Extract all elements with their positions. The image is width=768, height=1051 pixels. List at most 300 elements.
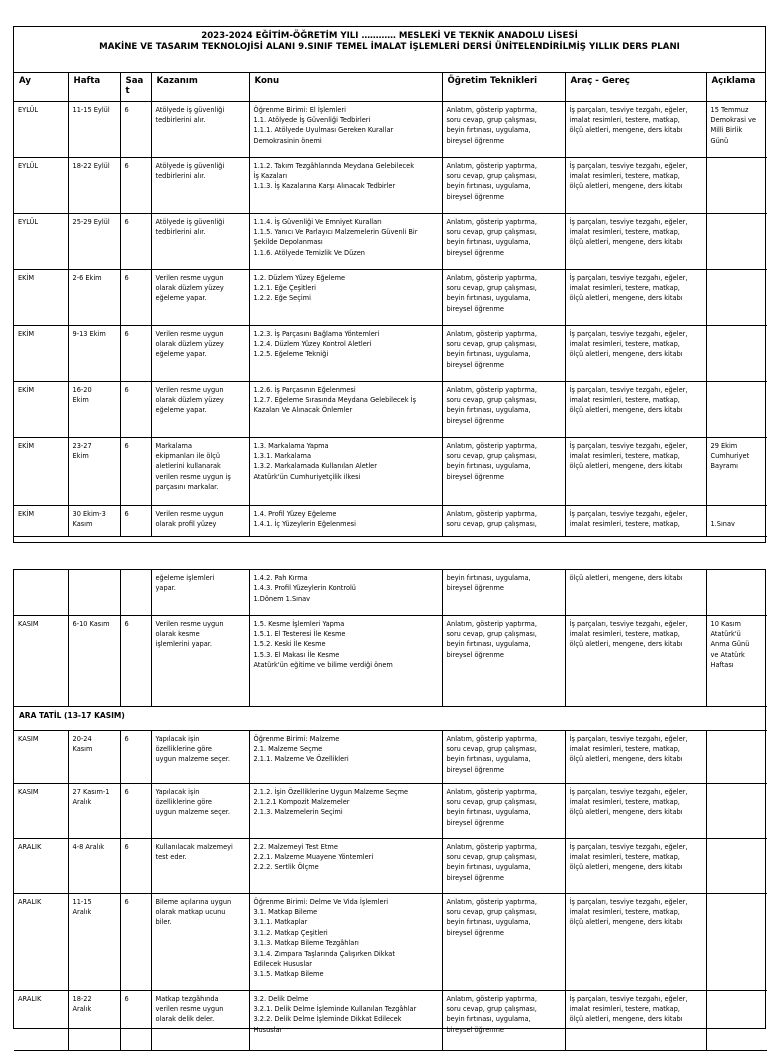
cell-line: Verilen resme uygun bbox=[155, 509, 224, 518]
cell-ogretim bbox=[442, 269, 565, 325]
cell-line: olarak düzlem yüzey bbox=[155, 283, 224, 292]
cell-line: 1.3.2. Markalamada Kullanılan Aletler bbox=[253, 462, 377, 471]
cell-konu bbox=[249, 269, 442, 325]
cell-line: Anlatım, gösterip yaptırma, bbox=[446, 161, 537, 170]
cell-line: İş parçaları, tesviye tezgahı, eğeler, bbox=[569, 734, 688, 743]
table-row bbox=[14, 838, 767, 893]
cell-kazanim bbox=[151, 325, 249, 381]
header-aciklama: Açıklama bbox=[706, 73, 767, 101]
cell-hafta: 18-22 Eylül bbox=[68, 157, 120, 213]
cell-line: imalat resimleri, testere, matkap, bbox=[569, 171, 680, 180]
cell-saat: 6 bbox=[120, 505, 151, 536]
cell-line: İş parçaları, tesviye tezgahı, eğeler, bbox=[569, 329, 688, 338]
cell-line: Bayramı bbox=[710, 462, 738, 471]
cell-line: 1.2.6. İş Parçasının Eğelenmesi bbox=[253, 385, 356, 394]
table-row bbox=[14, 615, 767, 706]
cell-line: 29 Ekim bbox=[710, 441, 738, 450]
table-row bbox=[14, 570, 767, 615]
cell-line: tedbirlerini alır. bbox=[155, 171, 206, 180]
table-row bbox=[14, 325, 767, 381]
cell-hafta bbox=[68, 783, 120, 838]
cell-line: Anlatım, gösterip yaptırma, bbox=[446, 994, 537, 1003]
cell-saat: 6 bbox=[120, 893, 151, 990]
cell-line: ve Atatürk bbox=[710, 650, 745, 659]
cell-line: ölçü aletleri, mengene, ders kitabı bbox=[569, 350, 683, 359]
cell-kazanim bbox=[151, 381, 249, 437]
cell-line: soru cevap, grup çalışması, bbox=[446, 1004, 537, 1013]
cell-ogretim bbox=[442, 615, 565, 706]
header-kazanim: Kazanım bbox=[151, 73, 249, 101]
cell-arac bbox=[565, 325, 706, 381]
cell-ogretim bbox=[442, 101, 565, 157]
cell-line: 3.2. Delik Delme bbox=[253, 994, 309, 1003]
ara-tatil-label: ARA TATİL (13-17 KASIM) bbox=[14, 706, 767, 730]
cell-aciklama bbox=[706, 437, 767, 505]
cell-line: soru cevap, grup çalışması, bbox=[446, 797, 537, 806]
cell-line: 1.Dönem 1.Sınav bbox=[253, 594, 311, 603]
cell-line: Yapılacak işin bbox=[155, 734, 200, 743]
cell-line: 10 Kasım bbox=[710, 619, 741, 628]
cell-line: İş parçaları, tesviye tezgahı, eğeler, bbox=[569, 509, 688, 518]
ara-tatil-row bbox=[14, 706, 767, 730]
cell-line: Anlatım, gösterip yaptırma, bbox=[446, 441, 537, 450]
cell-line: soru cevap, grup çalışması, bbox=[446, 907, 537, 916]
cell-line: İş parçaları, tesviye tezgahı, eğeler, bbox=[569, 994, 688, 1003]
cell-kazanim bbox=[151, 893, 249, 990]
cell-aciklama bbox=[706, 615, 767, 706]
cell-aciklama bbox=[706, 838, 767, 893]
cell-saat: 6 bbox=[120, 838, 151, 893]
cell-hafta: 25-29 Eylül bbox=[68, 213, 120, 269]
cell-line: olarak profil yüzey bbox=[155, 519, 217, 528]
cell-line: 2.1. Malzeme Seçme bbox=[253, 744, 323, 753]
cell-kazanim bbox=[151, 269, 249, 325]
cell-line: tedbirlerini alır. bbox=[155, 115, 206, 124]
cell-ogretim bbox=[442, 437, 565, 505]
cell-line: eğeleme yapar. bbox=[155, 294, 207, 303]
cell-kazanim bbox=[151, 505, 249, 536]
cell-line: Anma Günü bbox=[710, 640, 750, 649]
cell-line: 2.2.1. Malzeme Muayene Yöntemleri bbox=[253, 852, 374, 861]
cell-line: Atatürk'ü bbox=[710, 629, 741, 638]
cell-line: Anlatım, gösterip yaptırma, bbox=[446, 509, 537, 518]
cell-line: Aralık bbox=[72, 907, 92, 916]
cell-line: ölçü aletleri, mengene, ders kitabı bbox=[569, 462, 683, 471]
cell-line: Aralık bbox=[72, 797, 92, 806]
cell-line: Ekim bbox=[72, 395, 89, 404]
cell-hafta bbox=[68, 893, 120, 990]
cell-arac bbox=[565, 213, 706, 269]
cell-aciklama bbox=[706, 101, 767, 157]
cell-line: soru cevap, grup çalışması, bbox=[446, 227, 537, 236]
cell-arac bbox=[565, 615, 706, 706]
cell-line: 1.4.2. Pah Kırma bbox=[253, 574, 308, 582]
cell-line: soru cevap, grup çalışması, bbox=[446, 171, 537, 180]
cell-line: İş parçaları, tesviye tezgahı, eğeler, bbox=[569, 161, 688, 170]
document-title bbox=[14, 27, 765, 73]
cell-line: uygun malzeme seçer. bbox=[155, 808, 230, 817]
table-row bbox=[14, 157, 767, 213]
cell-ay: KASIM bbox=[14, 783, 68, 838]
cell-line: ölçü aletleri, mengene, ders kitabı bbox=[569, 918, 683, 927]
cell-line: Bileme açılarına uygun bbox=[155, 897, 232, 906]
cell-line: 1.1.6. Atölyede Temizlik Ve Düzen bbox=[253, 248, 365, 257]
cell-line: 18-22 bbox=[72, 994, 92, 1003]
cell-line: İş parçaları, tesviye tezgahı, eğeler, bbox=[569, 385, 688, 394]
cell-kazanim bbox=[151, 157, 249, 213]
cell-line: bireysel öğrenme bbox=[446, 584, 504, 593]
cell-line: Atölyede iş güvenliği bbox=[155, 105, 225, 114]
cell-line: Verilen resme uygun bbox=[155, 619, 224, 628]
table-row bbox=[14, 990, 767, 1050]
table-row bbox=[14, 269, 767, 325]
cell-ay: KASIM bbox=[14, 615, 68, 706]
cell-aciklama bbox=[706, 325, 767, 381]
cell-line: beyin fırtınası, uygulama, bbox=[446, 640, 531, 649]
cell-line: soru cevap, grup çalışması, bbox=[446, 451, 537, 460]
cell-line: Haftası bbox=[710, 661, 734, 670]
cell-line: 3.2.2. Delik Delme İşleminde Dikkat Edilecek bbox=[253, 1015, 402, 1024]
cell-ogretim bbox=[442, 381, 565, 437]
cell-ay: EKİM bbox=[14, 269, 68, 325]
header-hafta: Hafta bbox=[68, 73, 120, 101]
cell-line: 11-15 bbox=[72, 897, 92, 906]
cell-line: bireysel öğrenme bbox=[446, 873, 504, 882]
cell-line: ölçü aletleri, mengene, ders kitabı bbox=[569, 574, 683, 582]
cell-line: Öğrenme Birimi: Delme Ve Vida İşlemleri bbox=[253, 897, 389, 906]
cell-konu bbox=[249, 893, 442, 990]
cell-line: Kasım bbox=[72, 519, 93, 528]
cell-ay: EYLÜL bbox=[14, 157, 68, 213]
cell-saat: 6 bbox=[120, 101, 151, 157]
cell-konu bbox=[249, 730, 442, 783]
cell-ogretim bbox=[442, 990, 565, 1050]
cell-line: ölçü aletleri, mengene, ders kitabı bbox=[569, 126, 683, 135]
cell-kazanim bbox=[151, 990, 249, 1050]
cell-arac bbox=[565, 570, 706, 615]
cell-line: Atölyede iş güvenliği bbox=[155, 217, 225, 226]
cell-line: 3.1.1. Matkaplar bbox=[253, 918, 308, 927]
cell-line: soru cevap, grup çalışması, bbox=[446, 283, 537, 292]
cell-line: soru cevap, grup çalışması, bbox=[446, 852, 537, 861]
cell-saat: 6 bbox=[120, 157, 151, 213]
cell-hafta: 2-6 Ekim bbox=[68, 269, 120, 325]
cell-saat bbox=[120, 570, 151, 615]
cell-line: bireysel öğrenme bbox=[446, 416, 504, 425]
cell-line: beyin fırtınası, uygulama, bbox=[446, 574, 531, 582]
cell-line: bireysel öğrenme bbox=[446, 928, 504, 937]
cell-line: 1.5.2. Keski İle Kesme bbox=[253, 640, 326, 649]
cell-line: 1.1.4. İş Güvenliği Ve Emniyet Kuralları bbox=[253, 217, 382, 226]
cell-kazanim bbox=[151, 437, 249, 505]
cell-line: özelliklerine göre bbox=[155, 744, 212, 753]
cell-line: beyin fırtınası, uygulama, bbox=[446, 462, 531, 471]
cell-line: İş parçaları, tesviye tezgahı, eğeler, bbox=[569, 105, 688, 114]
cell-hafta: 11-15 Eylül bbox=[68, 101, 120, 157]
cell-line: imalat resimleri, testere, matkap, bbox=[569, 1004, 680, 1013]
cell-line: 2.1.1. Malzeme Ve Özellikleri bbox=[253, 755, 349, 764]
cell-kazanim bbox=[151, 570, 249, 615]
cell-line: ölçü aletleri, mengene, ders kitabı bbox=[569, 755, 683, 764]
cell-line: 1.4.3. Profil Yüzeylerin Kontrolü bbox=[253, 584, 356, 593]
table-header-row bbox=[14, 73, 767, 101]
cell-line: özelliklerine göre bbox=[155, 797, 212, 806]
cell-line: imalat resimleri, testere, matkap, bbox=[569, 907, 680, 916]
cell-line: soru cevap, grup çalışması, bbox=[446, 395, 537, 404]
cell-line: İş parçaları, tesviye tezgahı, eğeler, bbox=[569, 217, 688, 226]
header-saat: Saa t bbox=[120, 73, 151, 101]
table-row bbox=[14, 893, 767, 990]
cell-line: soru cevap, grup çalışması, bbox=[446, 744, 537, 753]
cell-line: beyin fırtınası, uygulama, bbox=[446, 238, 531, 247]
cell-ay: ARALIK bbox=[14, 838, 68, 893]
cell-line: 1.Sınav bbox=[710, 519, 735, 528]
cell-line: 1.4.1. İç Yüzeylerin Eğelenmesi bbox=[253, 519, 356, 528]
cell-aciklama bbox=[706, 730, 767, 783]
cell-line: ölçü aletleri, mengene, ders kitabı bbox=[569, 808, 683, 817]
plan-rows-page-2b bbox=[14, 730, 767, 1050]
cell-kazanim bbox=[151, 615, 249, 706]
cell-line: beyin fırtınası, uygulama, bbox=[446, 863, 531, 872]
cell-line: olarak delik deler. bbox=[155, 1015, 215, 1024]
cell-konu bbox=[249, 505, 442, 536]
cell-line: ölçü aletleri, mengene, ders kitabı bbox=[569, 182, 683, 191]
cell-line: Anlatım, gösterip yaptırma, bbox=[446, 734, 537, 743]
cell-line: verilen resme uygun iş bbox=[155, 472, 231, 481]
cell-line: İş Kazaları bbox=[253, 171, 288, 180]
cell-line: 1.2.1. Eğe Çeşitleri bbox=[253, 283, 316, 292]
cell-line: Demokrasi ve bbox=[710, 115, 756, 124]
table-row bbox=[14, 381, 767, 437]
cell-line: Demokrasinin önemi bbox=[253, 136, 322, 145]
cell-line: 3.2.1. Delik Delme İşleminde Kullanılan Tezgâhlar bbox=[253, 1004, 417, 1013]
header-ogretim: Öğretim Teknikleri bbox=[442, 73, 565, 101]
cell-aciklama bbox=[706, 990, 767, 1050]
cell-saat: 6 bbox=[120, 381, 151, 437]
cell-line: olarak düzlem yüzey bbox=[155, 339, 224, 348]
cell-line: 1.1. Atölyede İş Güvenliği Tedbirleri bbox=[253, 115, 371, 124]
cell-saat: 6 bbox=[120, 730, 151, 783]
cell-konu bbox=[249, 157, 442, 213]
cell-line: 2.2. Malzemeyi Test Etme bbox=[253, 842, 338, 851]
cell-line: yapar. bbox=[155, 584, 176, 593]
cell-line: olarak düzlem yüzey bbox=[155, 395, 224, 404]
cell-line bbox=[711, 509, 764, 519]
cell-ogretim bbox=[442, 893, 565, 990]
cell-line: Yapılacak işin bbox=[155, 787, 200, 796]
cell-line: soru cevap, grup çalışması, bbox=[446, 115, 537, 124]
cell-line: beyin fırtınası, uygulama, bbox=[446, 808, 531, 817]
cell-line: Verilen resme uygun bbox=[155, 329, 224, 338]
cell-line: 23-27 bbox=[72, 441, 92, 450]
cell-line: bireysel öğrenme bbox=[446, 818, 504, 827]
cell-hafta bbox=[68, 730, 120, 783]
cell-konu bbox=[249, 570, 442, 615]
cell-line: Ekim bbox=[72, 451, 89, 460]
cell-ogretim bbox=[442, 505, 565, 536]
cell-line: 1.2.3. İş Parçasını Bağlama Yöntemleri bbox=[253, 329, 380, 338]
cell-ogretim bbox=[442, 213, 565, 269]
cell-line: beyin fırtınası, uygulama, bbox=[446, 182, 531, 191]
cell-line: İş parçaları, tesviye tezgahı, eğeler, bbox=[569, 842, 688, 851]
plan-table-page-2 bbox=[14, 570, 767, 1051]
cell-line: 1.5.3. El Makası İle Kesme bbox=[253, 650, 340, 659]
cell-line: Atölyede iş güvenliği bbox=[155, 161, 225, 170]
cell-line: 15 Temmuz bbox=[710, 105, 749, 114]
plan-rows-page-2a bbox=[14, 570, 767, 706]
cell-line: 2.1.3. Malzemelerin Seçimi bbox=[253, 808, 343, 817]
cell-line: 3.1.4. Zımpara Taşlarında Çalışırken Dikkat bbox=[253, 949, 395, 958]
cell-line: 20-24 bbox=[72, 734, 92, 743]
cell-line: bireysel öğrenme bbox=[446, 765, 504, 774]
cell-line: parçasını markalar. bbox=[155, 483, 219, 492]
cell-line: İş parçaları, tesviye tezgahı, eğeler, bbox=[569, 441, 688, 450]
table-row bbox=[14, 730, 767, 783]
cell-ay: EKİM bbox=[14, 437, 68, 505]
cell-line: Markalama bbox=[155, 441, 193, 450]
cell-line: Edilecek Hususlar bbox=[253, 959, 312, 968]
cell-line: ölçü aletleri, mengene, ders kitabı bbox=[569, 1015, 683, 1024]
cell-line: ölçü aletleri, mengene, ders kitabı bbox=[569, 640, 683, 649]
cell-ay: EYLÜL bbox=[14, 101, 68, 157]
cell-konu bbox=[249, 213, 442, 269]
cell-line: 1.1.2. Takım Tezgâhlarında Meydana Gelebilecek bbox=[253, 161, 415, 170]
cell-line: 1.2.2. Eğe Seçimi bbox=[253, 294, 311, 303]
cell-line: soru cevap, grup çalışması, bbox=[446, 629, 537, 638]
cell-ay: ARALIK bbox=[14, 990, 68, 1050]
cell-line: Aralık bbox=[72, 1004, 92, 1013]
cell-ogretim bbox=[442, 157, 565, 213]
title-line-1: 2023-2024 EĞİTİM-ÖĞRETİM YILI ………… MESLEKİ VE TEKNİK ANADOLU LİSESİ bbox=[201, 31, 578, 41]
cell-line: Anlatım, gösterip yaptırma, bbox=[446, 385, 537, 394]
cell-aciklama bbox=[706, 381, 767, 437]
title-line-2: MAKİNE VE TASARIM TEKNOLOJİSİ ALANI 9.SINIF TEMEL İMALAT İŞLEMLERİ DERSİ ÜNİTELENDİRİLMİŞ YILLIK DERS PLANI bbox=[99, 42, 680, 52]
cell-aciklama bbox=[706, 213, 767, 269]
cell-kazanim bbox=[151, 101, 249, 157]
cell-line: işlemlerini yapar. bbox=[155, 640, 212, 649]
cell-line: Anlatım, gösterip yaptırma, bbox=[446, 897, 537, 906]
cell-line: eğeleme işlemleri bbox=[155, 574, 215, 582]
cell-aciklama bbox=[706, 783, 767, 838]
cell-line: Kazaları Ve Alınacak Önlemler bbox=[253, 406, 353, 415]
table-row bbox=[14, 101, 767, 157]
cell-line: beyin fırtınası, uygulama, bbox=[446, 755, 531, 764]
cell-line: 1.3.1. Markalama bbox=[253, 451, 311, 460]
cell-line: 1.3. Markalama Yapma bbox=[253, 441, 329, 450]
cell-line: 3.1.3. Matkap Bileme Tezgâhları bbox=[253, 939, 359, 948]
plan-table-page-1 bbox=[14, 73, 767, 537]
cell-saat: 6 bbox=[120, 325, 151, 381]
cell-konu bbox=[249, 101, 442, 157]
cell-arac bbox=[565, 990, 706, 1050]
cell-line: test eder. bbox=[155, 852, 187, 861]
table-row bbox=[14, 437, 767, 505]
cell-line: 1.5.1. El Testeresi İle Kesme bbox=[253, 629, 346, 638]
cell-line: soru cevap, grup çalışması, bbox=[446, 339, 537, 348]
cell-ay: KASIM bbox=[14, 730, 68, 783]
cell-line: 2.1.2. İşin Özelliklerine Uygun Malzeme Seçme bbox=[253, 787, 409, 796]
cell-arac bbox=[565, 893, 706, 990]
cell-line: 3.1.5. Matkap Bileme bbox=[253, 970, 324, 979]
header-arac: Araç - Gereç bbox=[565, 73, 706, 101]
cell-hafta: 6-10 Kasım bbox=[68, 615, 120, 706]
cell-line: aletlerini kullanarak bbox=[155, 462, 221, 471]
cell-line: ölçü aletleri, mengene, ders kitabı bbox=[569, 294, 683, 303]
cell-aciklama bbox=[706, 893, 767, 990]
cell-line: 1.5. Kesme İşlemleri Yapma bbox=[253, 619, 345, 628]
cell-arac bbox=[565, 730, 706, 783]
cell-hafta bbox=[68, 381, 120, 437]
cell-line: Verilen resme uygun bbox=[155, 273, 224, 282]
cell-kazanim bbox=[151, 213, 249, 269]
cell-arac bbox=[565, 157, 706, 213]
cell-line: 1.2.4. Düzlem Yüzey Kontrol Aletleri bbox=[253, 339, 372, 348]
cell-line: Anlatım, gösterip yaptırma, bbox=[446, 842, 537, 851]
cell-line: Milli Birlik bbox=[710, 126, 743, 135]
cell-line: Anlatım, gösterip yaptırma, bbox=[446, 217, 537, 226]
cell-line: beyin fırtınası, uygulama, bbox=[446, 350, 531, 359]
cell-line: Günü bbox=[710, 136, 729, 145]
cell-saat: 6 bbox=[120, 783, 151, 838]
cell-aciklama bbox=[706, 505, 767, 536]
cell-line: 1.4. Profil Yüzey Eğeleme bbox=[253, 509, 337, 518]
cell-line: Atatürk'ün Cumhuriyetçilik ilkesi bbox=[253, 472, 361, 481]
cell-line: imalat resimleri, testere, matkap, bbox=[569, 519, 680, 528]
cell-line: Anlatım, gösterip yaptırma, bbox=[446, 619, 537, 628]
table-row bbox=[14, 213, 767, 269]
cell-line: beyin fırtınası, uygulama, bbox=[446, 126, 531, 135]
cell-line: 1.1.1. Atölyede Uyulması Gereken Kurallar bbox=[253, 126, 394, 135]
cell-hafta bbox=[68, 570, 120, 615]
cell-line: Öğrenme Birimi: El İşlemleri bbox=[253, 105, 346, 114]
cell-line: imalat resimleri, testere, matkap, bbox=[569, 115, 680, 124]
cell-saat: 6 bbox=[120, 269, 151, 325]
cell-aciklama bbox=[706, 157, 767, 213]
cell-ay: EKİM bbox=[14, 505, 68, 536]
cell-line: İş parçaları, tesviye tezgahı, eğeler, bbox=[569, 619, 688, 628]
cell-arac bbox=[565, 101, 706, 157]
cell-ay bbox=[14, 570, 68, 615]
table-row bbox=[14, 505, 767, 536]
cell-line: 1.2.7. Eğeleme Sırasında Meydana Gelebilecek İş bbox=[253, 395, 417, 404]
cell-line: ölçü aletleri, mengene, ders kitabı bbox=[569, 406, 683, 415]
cell-line: verilen resme uygun bbox=[155, 1004, 224, 1013]
cell-ay: ARALIK bbox=[14, 893, 68, 990]
cell-line: Şekilde Depolanması bbox=[253, 238, 323, 247]
header-ay: Ay bbox=[14, 73, 68, 101]
cell-line: soru cevap, grup çalışması, bbox=[446, 519, 537, 528]
cell-saat: 6 bbox=[120, 990, 151, 1050]
cell-line: bireysel öğrenme bbox=[446, 192, 504, 201]
cell-ogretim bbox=[442, 783, 565, 838]
cell-line: biler. bbox=[155, 918, 172, 927]
cell-line: imalat resimleri, testere, matkap, bbox=[569, 744, 680, 753]
cell-konu bbox=[249, 381, 442, 437]
cell-line: bireysel öğrenme bbox=[446, 304, 504, 313]
cell-aciklama bbox=[706, 570, 767, 615]
cell-konu bbox=[249, 615, 442, 706]
cell-line: Matkap tezgâhında bbox=[155, 994, 219, 1003]
cell-line: beyin fırtınası, uygulama, bbox=[446, 918, 531, 927]
cell-saat: 6 bbox=[120, 615, 151, 706]
cell-line: bireysel öğrenme bbox=[446, 1025, 504, 1034]
cell-line: 2.2.2. Sertlik Ölçme bbox=[253, 863, 319, 872]
table-row bbox=[14, 783, 767, 838]
cell-line: 30 Ekim-3 bbox=[72, 509, 106, 518]
cell-line: Öğrenme Birimi: Malzeme bbox=[253, 734, 340, 743]
cell-line: İş parçaları, tesviye tezgahı, eğeler, bbox=[569, 273, 688, 282]
cell-line: bireysel öğrenme bbox=[446, 360, 504, 369]
